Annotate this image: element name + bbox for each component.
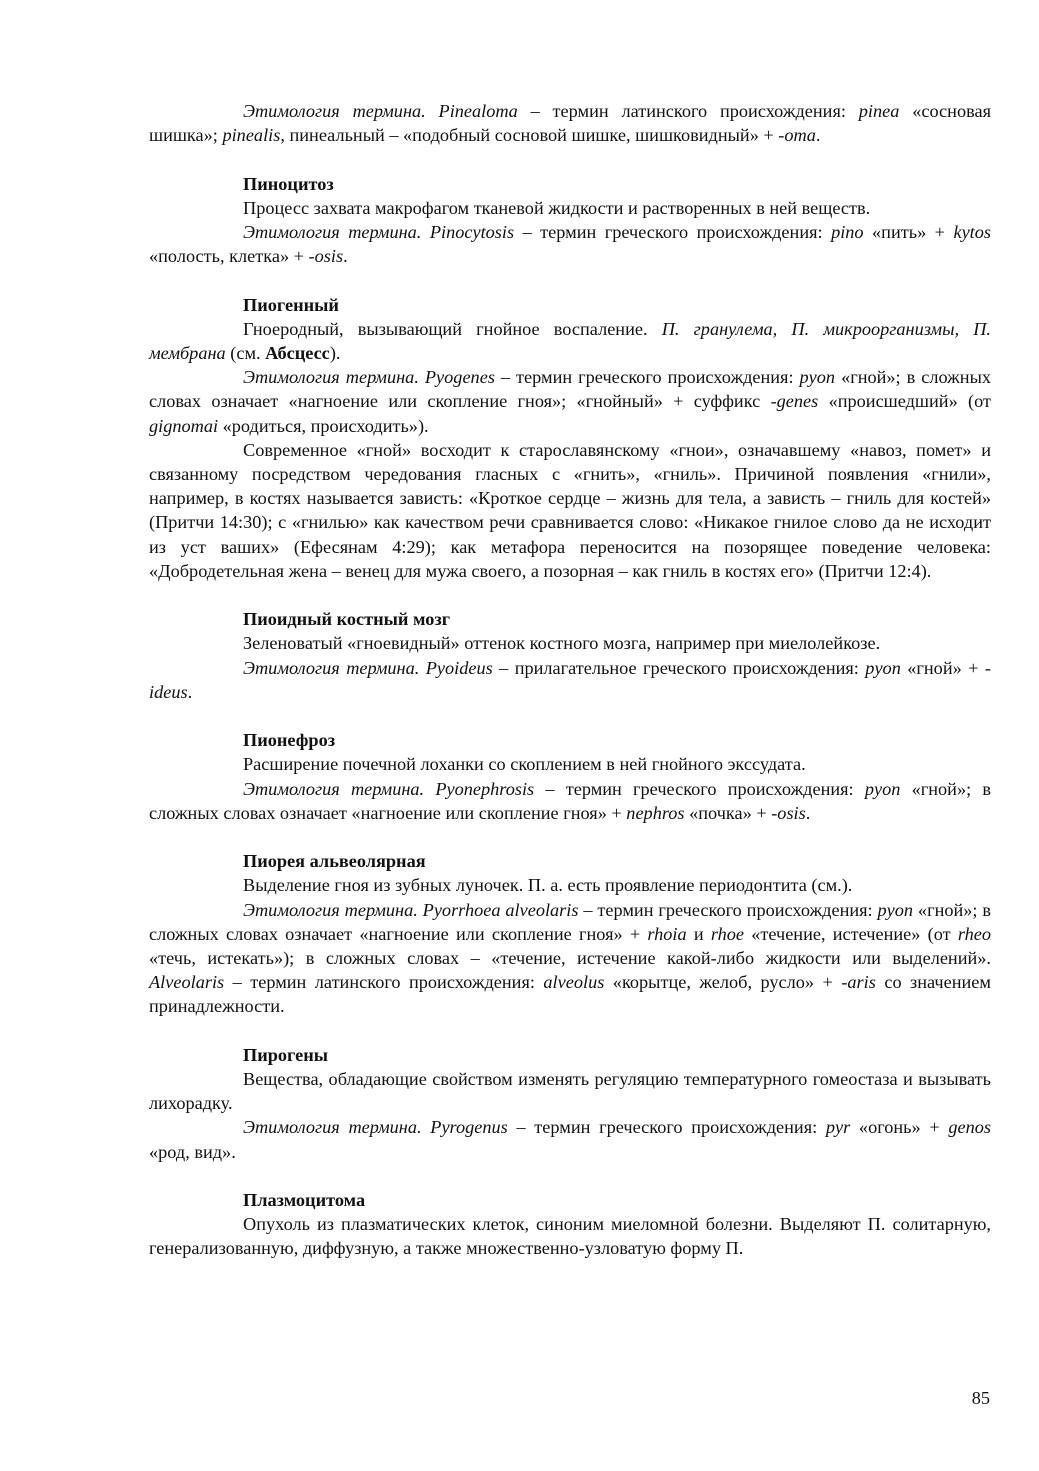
italic-text: pyon (865, 657, 901, 678)
italic-text: Alveolaris (149, 972, 225, 993)
cross-reference: Абсцесс (265, 343, 330, 363)
italic-text: Этимология термина. Pyogenes (243, 367, 495, 388)
text-segment: – термин греческого происхождения: (494, 367, 800, 388)
italic-text: -ideus (149, 657, 991, 702)
text-segment: Выделение гноя из зубных луночек. П. а. есть проявление периодонтита (см.). (243, 875, 853, 896)
page-number: 85 (971, 1388, 990, 1408)
text-segment: «гной» + (900, 657, 985, 678)
entry-paragraph (149, 898, 991, 1019)
page-content (149, 99, 991, 1261)
entry-gap (149, 1019, 991, 1043)
text-segment: . (805, 802, 811, 823)
text-segment: ). (329, 343, 341, 363)
text-segment: «корытце, желоб, русло» + (604, 972, 842, 993)
entry-paragraph (149, 317, 991, 365)
entry-paragraph (149, 631, 991, 655)
italic-text: Этимология термина. Pyorrhoea alveolaris (243, 899, 579, 920)
text-segment: «гной»; в сложных словах означает «нагноение или скопление гноя»; «гнойный» + суффикс (149, 367, 992, 412)
italic-text: pinealis (222, 125, 281, 146)
entry-title: Пиоидный костный мозг (243, 609, 451, 630)
entry-title: Пиогенный (243, 294, 339, 315)
entry-paragraph (149, 752, 991, 776)
text-segment: «пить» + (863, 222, 954, 242)
entry-paragraph (149, 196, 991, 220)
text-segment: Опухоль из плазматических клеток, синоним миеломной болезни. Выделяют П. солитарную, генерализованную, диффузную, а также множественно-узловатую форму П. (149, 1214, 991, 1259)
italic-text: pyon (877, 899, 914, 920)
dictionary-entry (149, 1188, 991, 1261)
text-segment: «родиться, происходить»). (218, 415, 429, 436)
italic-text: pyr (825, 1117, 851, 1138)
italic-text: Этимология термина. Pyrogenus (243, 1117, 508, 1138)
text-segment: «течение, истечение» (от (744, 923, 958, 944)
italic-text: Этимология термина. Pinealoma (243, 101, 518, 121)
text-segment: «сосновая шишка»; (149, 101, 991, 146)
italic-text: Этимология термина. Pinocytosis (243, 222, 515, 242)
italic-text: genos (948, 1117, 991, 1138)
italic-text: П. гранулема, П. микроорганизмы, П. мембрана (149, 318, 991, 363)
dictionary-entry (149, 607, 991, 704)
text-segment: Процесс захвата макрофагом тканевой жидкости и растворенных в ней веществ. (243, 197, 871, 218)
entry-paragraph (149, 365, 991, 438)
entry-paragraph (149, 99, 991, 147)
entry-title: Пирогены (243, 1044, 329, 1065)
text-segment: «гной»; в сложных словах означает «нагноение или скопление гноя» + (149, 778, 992, 823)
entry-paragraph (149, 1067, 991, 1115)
dictionary-entry (149, 728, 991, 825)
italic-text: -aris (841, 972, 876, 993)
italic-text: alveolus (543, 972, 605, 993)
italic-text: gignomai (149, 415, 219, 436)
text-segment: – термин греческого происхождения: (514, 222, 832, 242)
entry-gap (149, 268, 991, 292)
text-segment: «гной»; в сложных словах означает «нагноение или скопление гноя» + (149, 899, 992, 944)
entry-title: Пионефроз (243, 730, 336, 751)
entry-paragraph (149, 1115, 991, 1163)
entry-title: Плазмоцитома (243, 1190, 366, 1211)
dictionary-entry (149, 293, 991, 583)
italic-text: kytos (953, 222, 992, 242)
italic-text: Этимология термина. Pyoideus (243, 657, 493, 678)
entry-gap (149, 825, 991, 849)
text-segment: «течь, истекать»); в сложных словах – «течение, истечение какой-либо жидкости или выделений». (149, 948, 991, 969)
entry-paragraph (149, 777, 991, 825)
dictionary-entry (149, 99, 991, 147)
text-segment: и (686, 923, 711, 944)
text-segment: Вещества, обладающие свойством изменять регуляцию температурного гомеостаза и вызывать лихорадку. (149, 1069, 991, 1114)
text-segment: . (815, 125, 821, 146)
text-segment: «происшедший» (от (818, 391, 991, 412)
italic-text: nephros (626, 802, 685, 823)
entry-paragraph (149, 1212, 991, 1260)
entry-paragraph (149, 656, 991, 704)
text-segment: Гноеродный, вызывающий гнойное воспаление. (243, 318, 662, 339)
italic-text: rhoia (647, 923, 687, 944)
entry-gap (149, 583, 991, 607)
italic-text: rheo (957, 923, 992, 944)
entry-paragraph (149, 873, 991, 897)
dictionary-entry (149, 1043, 991, 1164)
entry-title: Пиноцитоз (243, 173, 334, 194)
text-segment: «род, вид». (149, 1141, 236, 1162)
entry-paragraph (149, 220, 991, 268)
text-segment: . (187, 681, 193, 702)
text-segment: . (343, 246, 348, 267)
text-segment: – прилагательное греческого происхождения: (492, 657, 866, 678)
text-segment: Зеленоватый «гноевидный» оттенок костного мозга, например при миелолейкозе. (243, 633, 881, 654)
text-segment: (см. (225, 343, 266, 363)
entry-gap (149, 147, 991, 171)
text-segment: «огонь» + (850, 1117, 949, 1138)
italic-text: rhoe (710, 923, 745, 944)
dictionary-entry (149, 172, 991, 269)
text-segment: – термин латинского происхождения: (224, 972, 544, 993)
italic-text: pyon (799, 367, 836, 388)
italic-text: -osis (308, 246, 344, 267)
italic-text: -genes (770, 391, 819, 412)
dictionary-entry (149, 849, 991, 1018)
text-segment: Расширение почечной лоханки со скоплением в ней гнойного экссудата. (243, 754, 806, 775)
text-segment: – термин греческого происхождения: (578, 899, 878, 920)
entry-gap (149, 1164, 991, 1188)
text-segment: , пинеальный – «подобный сосновой шишке, шишковидный» + - (280, 125, 785, 146)
text-segment: «полость, клетка» + (149, 246, 309, 267)
italic-text: osis (777, 802, 806, 823)
italic-text: pyon (864, 778, 901, 799)
entry-paragraph (149, 438, 991, 583)
text-segment: – термин греческого происхождения: (507, 1117, 826, 1138)
text-segment: «почка» + - (684, 802, 778, 823)
text-segment: Современное «гной» восходит к старославянскому «гнои», означавшему «навоз, помет» и связанному посредством чередования гласных с «гнить», «гниль». Причиной появления «гнили», например, в костях называется зависть: «Кроткое сердце – жизнь для тела, а зависть – гниль для костей» (Притчи 14:30); с «гнилью» как качеством речи сравнивается слово: «Никакое гнилое слово да не исходит из уст ваших» (Ефесянам 4:29); как метафора переносится на позорящее поведение человека: «Добродетельная жена – венец для мужа своего, а позорная – как гниль в костях его» (Притчи 12:4). (149, 439, 991, 581)
italic-text: oma (784, 125, 816, 146)
entry-title: Пиорея альвеолярная (243, 851, 426, 872)
italic-text: Этимология термина. Pyonephrosis (243, 778, 535, 799)
text-segment: – термин латинского происхождения: (517, 101, 859, 121)
italic-text: pinea (858, 101, 900, 121)
entry-gap (149, 704, 991, 728)
text-segment: со значением принадлежности. (149, 972, 991, 1017)
italic-text: pino (831, 222, 864, 242)
text-segment: – термин греческого происхождения: (534, 778, 865, 799)
